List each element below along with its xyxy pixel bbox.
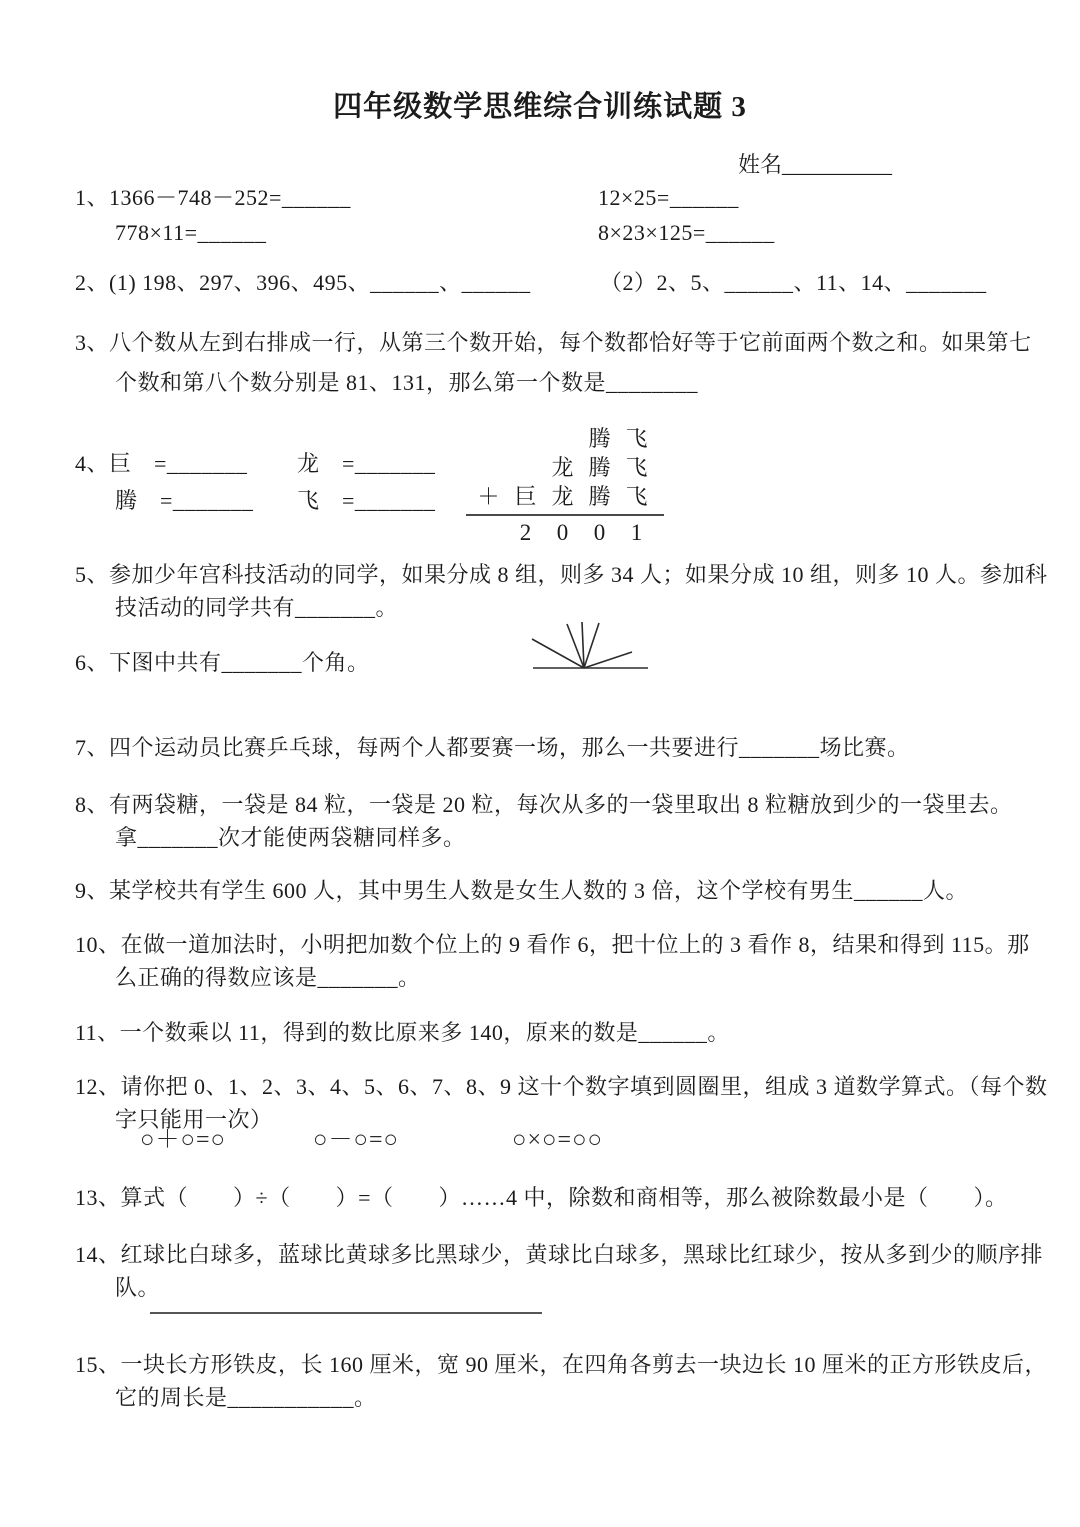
q11-text: 11、一个数乘以 11，得到的数比原来多 140，原来的数是______。 <box>75 1020 730 1045</box>
q2-right: （2）2、5、______、11、14、_______ <box>600 270 987 295</box>
q8-line2: 拿_______次才能使两袋糖同样多。 <box>115 825 466 850</box>
name-field-label: 姓名__________ <box>738 152 893 177</box>
vadd-cell: 龙 <box>551 455 574 480</box>
q1-right-line2: 8×23×125=______ <box>598 220 775 245</box>
q1-left-line2: 778×11=______ <box>115 220 267 245</box>
vadd-cell: 1 <box>630 520 643 545</box>
vadd-row1 <box>470 424 664 453</box>
q15-line1: 15、一块长方形铁皮，长 160 厘米，宽 90 厘米，在四角各剪去一块边长 10 厘米的正方形铁皮后， <box>75 1352 1048 1377</box>
vadd-cell <box>470 424 507 453</box>
page-title: 四年级数学思维综合训练试题 3 <box>333 91 747 123</box>
vadd-cell <box>470 453 507 482</box>
vadd-cell: 腾 <box>588 484 611 509</box>
vadd-cell: 龙 <box>551 484 574 509</box>
q5-line2: 技活动的同学共有_______。 <box>115 595 399 620</box>
vadd-cell: 腾 <box>588 455 611 480</box>
vadd-cell <box>507 453 544 482</box>
q4-eq-teng: 腾 =_______ <box>115 488 254 513</box>
vadd-cell <box>470 518 507 547</box>
q12-circle-equation-add: ○＋○=○ <box>140 1127 227 1153</box>
vadd-row3 <box>470 482 664 511</box>
q12-circle-equation-sub: ○－○=○ <box>313 1127 400 1153</box>
q4-eq-ju: 4、巨 =_______ <box>75 451 248 476</box>
q14-line1: 14、红球比白球多，蓝球比黄球多比黑球少，黄球比白球多，黑球比红球少，按从多到少的顺序排 <box>75 1242 1044 1267</box>
q13-text: 13、算式（ ）÷（ ）=（ ）……4 中，除数和商相等，那么被除数最小是（ ）。 <box>75 1185 1008 1210</box>
plus-sign: ＋ <box>477 484 500 509</box>
vadd-sum-rule <box>466 514 664 516</box>
q14-answer-line <box>150 1290 542 1314</box>
vadd-cell: 飞 <box>625 426 648 451</box>
vadd-cell: 0 <box>593 520 606 545</box>
vadd-cell: 2 <box>519 520 532 545</box>
q4-eq-long: 龙 =_______ <box>297 451 436 476</box>
q1-left-line1: 1、1366－748－252=______ <box>75 185 351 210</box>
vadd-cell: 飞 <box>625 455 648 480</box>
q4-vertical-addition <box>470 424 664 547</box>
q3-line2: 个数和第八个数分别是 81、131，那么第一个数是________ <box>115 370 699 395</box>
q1-right-line1: 12×25=______ <box>598 185 739 210</box>
angles-figure <box>530 618 652 674</box>
q2-left: 2、(1) 198、297、396、495、______、______ <box>75 270 531 295</box>
q6-text: 6、下图中共有_______个角。 <box>75 650 370 675</box>
q4-eq-fei: 飞 =_______ <box>297 488 436 513</box>
q8-line1: 8、有两袋糖，一袋是 84 粒，一袋是 20 粒，每次从多的一袋里取出 8 粒糖放到少的一袋里去。 <box>75 792 1013 817</box>
q12-line2: 字只能用一次） <box>115 1107 273 1132</box>
q10-line1: 10、在做一道加法时，小明把加数个位上的 9 看作 6，把十位上的 3 看作 8，结果和得到 115。那 <box>75 932 1030 957</box>
vadd-cell: 0 <box>556 520 569 545</box>
q3-line1: 3、八个数从左到右排成一行，从第三个数开始，每个数都恰好等于它前面两个数之和。如果第七 <box>75 330 1032 355</box>
vadd-row4 <box>470 518 664 547</box>
vadd-cell <box>507 424 544 453</box>
q12-line1: 12、请你把 0、1、2、3、4、5、6、7、8、9 这十个数字填到圆圈里，组成 3 道数学算式。（每个数 <box>75 1074 1048 1099</box>
q14-line2: 队。 <box>115 1275 161 1300</box>
q10-line2: 么正确的得数应该是_______。 <box>115 965 421 990</box>
vadd-cell <box>544 424 581 453</box>
vadd-cell: 腾 <box>588 426 611 451</box>
vadd-cell: 巨 <box>514 484 537 509</box>
vadd-cell: 飞 <box>625 484 648 509</box>
q7-text: 7、四个运动员比赛乒乓球，每两个人都要赛一场，那么一共要进行_______场比赛。 <box>75 735 910 760</box>
q9-text: 9、某学校共有学生 600 人，其中男生人数是女生人数的 3 倍，这个学校有男生______人。 <box>75 878 969 903</box>
q12-circle-equation-mul: ○×○=○○ <box>512 1127 604 1153</box>
q5-line1: 5、参加少年宫科技活动的同学，如果分成 8 组，则多 34 人；如果分成 10 组，则多 10 人。参加科 <box>75 562 1048 587</box>
q15-line2: 它的周长是___________。 <box>115 1385 377 1410</box>
vadd-row2 <box>470 453 664 482</box>
